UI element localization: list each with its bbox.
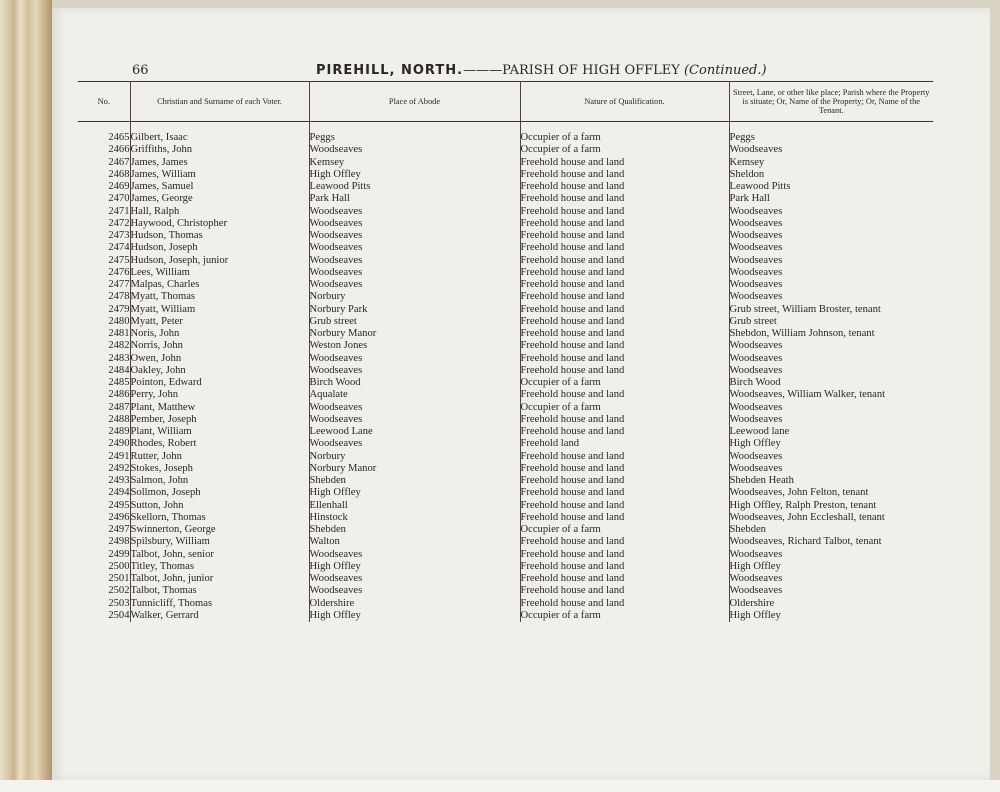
voter-name: Talbot, John, junior: [130, 573, 309, 585]
voter-name: Hall, Ralph: [130, 206, 309, 218]
place-of-abode: Woodseaves: [309, 585, 520, 597]
property-location: Woodseaves: [729, 548, 783, 560]
qualification: Freehold house and land: [520, 475, 729, 487]
property-location: Park Hall: [729, 193, 770, 205]
qualification: Freehold house and land: [520, 414, 729, 426]
voter-number: 2475: [78, 255, 130, 267]
place-of-abode: Shebden: [309, 475, 520, 487]
property-location: Woodseaves: [729, 254, 783, 266]
voter-number: 2486: [78, 389, 130, 401]
property-location: Grub street: [729, 315, 777, 327]
qualification: Freehold house and land: [520, 487, 729, 499]
voter-number: 2477: [78, 279, 130, 291]
book-spine-edge: [0, 0, 52, 792]
qualification: Freehold house and land: [520, 353, 729, 365]
property-location: Leawood Pitts: [729, 181, 791, 192]
place-of-abode: Woodseaves: [309, 573, 520, 585]
qualification: Freehold house and land: [520, 230, 729, 242]
qualification: Freehold house and land: [520, 389, 729, 401]
property-location: Grub street, William Broster, tenant: [729, 303, 881, 315]
place-of-abode: High Offley: [309, 561, 520, 573]
voter-name: Sutton, John: [130, 500, 309, 512]
voter-name: James, James: [130, 157, 309, 169]
place-of-abode: High Offley: [309, 169, 520, 181]
place-of-abode: Woodseaves: [309, 353, 520, 365]
qualification: Freehold house and land: [520, 193, 729, 205]
voter-name: Pointon, Edward: [130, 377, 309, 389]
table-row: [78, 193, 933, 205]
voter-number: 2487: [78, 402, 130, 414]
continued-label: (Continued.): [683, 63, 767, 78]
voter-name: James, George: [130, 193, 309, 205]
voter-name: Pember, Joseph: [130, 414, 309, 426]
property-location: Woodseaves: [729, 266, 783, 278]
table-row: [78, 365, 933, 377]
voter-number: 2471: [78, 206, 130, 218]
voter-name: Hudson, Joseph: [130, 242, 309, 254]
qualification: Freehold land: [520, 438, 729, 450]
qualification: Freehold house and land: [520, 561, 729, 573]
table-row: [78, 585, 933, 597]
place-of-abode: Woodseaves: [309, 206, 520, 218]
property-location: High Offley: [729, 560, 781, 572]
voter-register-table: [78, 81, 933, 622]
property-location: Woodseaves: [729, 291, 783, 303]
place-of-abode: Leewood Lane: [309, 426, 520, 438]
table-row: [78, 279, 933, 291]
voter-name: Titley, Thomas: [130, 561, 309, 573]
voter-name: Rhodes, Robert: [130, 438, 309, 450]
voter-name: Malpas, Charles: [130, 279, 309, 291]
voter-name: Salmon, John: [130, 475, 309, 487]
table-spacer: [78, 122, 933, 133]
voter-number: 2504: [78, 610, 130, 622]
voter-number: 2490: [78, 438, 130, 450]
place-of-abode: Woodseaves: [309, 255, 520, 267]
voter-name: Norris, John: [130, 340, 309, 352]
property-location: Woodseaves: [729, 217, 783, 229]
qualification: Freehold house and land: [520, 291, 729, 303]
page-title: [316, 63, 767, 78]
property-location: Peggs: [729, 132, 755, 143]
voter-name: Myatt, Peter: [130, 316, 309, 328]
voter-number: 2474: [78, 242, 130, 254]
scan-margin: [0, 780, 1000, 792]
table-body: [78, 122, 933, 623]
property-location: Woodseaves, John Eccleshall, tenant: [729, 511, 885, 523]
property-location: Oldershire: [729, 597, 775, 609]
voter-number: 2478: [78, 291, 130, 303]
voter-number: 2498: [78, 536, 130, 548]
voter-number: 2480: [78, 316, 130, 328]
property-location: Woodseaves: [729, 413, 783, 425]
table-row: [78, 328, 933, 340]
table-row: [78, 512, 933, 524]
voter-name: Haywood, Christopher: [130, 218, 309, 230]
qualification: Freehold house and land: [520, 206, 729, 218]
voter-number: 2500: [78, 561, 130, 573]
table-row: [78, 451, 933, 463]
place-of-abode: Woodseaves: [309, 144, 520, 156]
place-of-abode: Woodseaves: [309, 402, 520, 414]
title-dash: ———: [463, 63, 503, 78]
table-row: [78, 230, 933, 242]
place-of-abode: Woodseaves: [309, 549, 520, 561]
property-location: Woodseaves: [729, 401, 783, 413]
column-header-no: No.: [78, 82, 130, 122]
qualification: Freehold house and land: [520, 598, 729, 610]
table-row: [78, 573, 933, 585]
property-location: Woodseaves, William Walker, tenant: [729, 389, 886, 401]
voter-name: Noris, John: [130, 328, 309, 340]
place-of-abode: Peggs: [309, 132, 520, 144]
property-location: Birch Wood: [729, 377, 781, 388]
voter-name: Rutter, John: [130, 451, 309, 463]
qualification: Freehold house and land: [520, 463, 729, 475]
place-of-abode: Woodseaves: [309, 230, 520, 242]
property-location: Shebden: [729, 524, 766, 535]
voter-number: 2472: [78, 218, 130, 230]
property-location: Woodseaves: [729, 144, 783, 156]
qualification: Freehold house and land: [520, 536, 729, 548]
voter-number: 2485: [78, 377, 130, 389]
property-location: High Offley: [729, 609, 781, 621]
voter-number: 2466: [78, 144, 130, 156]
district-name: PIREHILL, NORTH.: [316, 63, 464, 78]
property-location: Woodseaves: [729, 462, 783, 474]
qualification: Freehold house and land: [520, 181, 729, 193]
qualification: Freehold house and land: [520, 255, 729, 267]
table-row: [78, 487, 933, 499]
page-number: 66: [132, 63, 149, 78]
voter-name: Myatt, William: [130, 304, 309, 316]
qualification: Freehold house and land: [520, 451, 729, 463]
voter-name: Oakley, John: [130, 365, 309, 377]
table-row: [78, 377, 933, 389]
voter-number: 2492: [78, 463, 130, 475]
voter-number: 2473: [78, 230, 130, 242]
qualification: Freehold house and land: [520, 512, 729, 524]
place-of-abode: Woodseaves: [309, 242, 520, 254]
property-location: Kemsey: [729, 156, 765, 168]
property-location: Shebdon, William Johnson, tenant: [729, 328, 875, 339]
place-of-abode: Norbury Manor: [309, 463, 520, 475]
voter-name: Lees, William: [130, 267, 309, 279]
voter-name: Owen, John: [130, 353, 309, 365]
property-location: Woodseaves, John Felton, tenant: [729, 487, 869, 499]
table-row: [78, 304, 933, 316]
table-row: [78, 438, 933, 450]
table-row: [78, 524, 933, 536]
table-header-row: [78, 82, 933, 122]
voter-number: 2468: [78, 169, 130, 181]
voter-number: 2465: [78, 132, 130, 144]
table-row: [78, 402, 933, 414]
voter-name: Perry, John: [130, 389, 309, 401]
voter-number: 2483: [78, 353, 130, 365]
place-of-abode: Norbury Park: [309, 304, 520, 316]
qualification: Freehold house and land: [520, 500, 729, 512]
property-location: Woodseaves: [729, 242, 783, 254]
voter-name: Griffiths, John: [130, 144, 309, 156]
table-row: [78, 132, 933, 144]
voter-number: 2489: [78, 426, 130, 438]
property-location: Sheldon: [729, 168, 765, 180]
voter-name: Talbot, John, senior: [130, 549, 309, 561]
qualification: Occupier of a farm: [520, 132, 729, 144]
column-header-qualification: Nature of Qualification.: [520, 82, 729, 122]
table-row: [78, 389, 933, 401]
voter-number: 2491: [78, 451, 130, 463]
qualification: Freehold house and land: [520, 549, 729, 561]
place-of-abode: Oldershire: [309, 598, 520, 610]
voter-name: Stokes, Joseph: [130, 463, 309, 475]
property-location: Woodseaves: [729, 340, 783, 352]
voter-name: Walker, Gerrard: [130, 610, 309, 622]
qualification: Occupier of a farm: [520, 524, 729, 536]
voter-name: Plant, William: [130, 426, 309, 438]
voter-number: 2495: [78, 500, 130, 512]
voter-number: 2482: [78, 340, 130, 352]
place-of-abode: Leawood Pitts: [309, 181, 520, 193]
table-row: [78, 340, 933, 352]
parish-name: PARISH OF HIGH OFFLEY: [502, 63, 680, 78]
property-location: Leewood lane: [729, 426, 790, 437]
voter-name: Swinnerton, George: [130, 524, 309, 536]
place-of-abode: Park Hall: [309, 193, 520, 205]
table-row: [78, 169, 933, 181]
place-of-abode: Aqualate: [309, 389, 520, 401]
property-location: Woodseaves: [729, 573, 783, 584]
property-location: Woodseaves, Richard Talbot, tenant: [729, 536, 882, 548]
column-header-name: Christian and Surname of each Voter.: [130, 82, 309, 122]
place-of-abode: Hinstock: [309, 512, 520, 524]
qualification: Occupier of a farm: [520, 144, 729, 156]
table-row: [78, 157, 933, 169]
voter-number: 2469: [78, 181, 130, 193]
place-of-abode: Woodseaves: [309, 414, 520, 426]
table-row: [78, 353, 933, 365]
place-of-abode: Norbury: [309, 451, 520, 463]
voter-number: 2479: [78, 304, 130, 316]
voter-number: 2501: [78, 573, 130, 585]
qualification: Freehold house and land: [520, 267, 729, 279]
voter-name: James, Samuel: [130, 181, 309, 193]
property-location: Woodseaves: [729, 205, 783, 217]
voter-name: Tunnicliff, Thomas: [130, 598, 309, 610]
qualification: Occupier of a farm: [520, 610, 729, 622]
voter-name: James, William: [130, 169, 309, 181]
voter-name: Plant, Matthew: [130, 402, 309, 414]
table-row: [78, 414, 933, 426]
table-row: [78, 475, 933, 487]
column-header-abode: Place of Abode: [309, 82, 520, 122]
place-of-abode: Woodseaves: [309, 279, 520, 291]
qualification: Freehold house and land: [520, 426, 729, 438]
table-row: [78, 500, 933, 512]
voter-name: Hudson, Thomas: [130, 230, 309, 242]
place-of-abode: Walton: [309, 536, 520, 548]
table-row: [78, 426, 933, 438]
property-location: Woodseaves: [729, 352, 783, 364]
place-of-abode: Woodseaves: [309, 218, 520, 230]
voter-number: 2503: [78, 598, 130, 610]
voter-number: 2496: [78, 512, 130, 524]
qualification: Freehold house and land: [520, 242, 729, 254]
voter-number: 2499: [78, 549, 130, 561]
column-header-property: Street, Lane, or other like place; Parish where the Property is situate; Or, Name of the Property; Or, Name of the Tenant.: [729, 82, 933, 122]
place-of-abode: Woodseaves: [309, 438, 520, 450]
place-of-abode: High Offley: [309, 610, 520, 622]
place-of-abode: Weston Jones: [309, 340, 520, 352]
place-of-abode: Shebden: [309, 524, 520, 536]
table-row: [78, 316, 933, 328]
voter-name: Spilsbury, William: [130, 536, 309, 548]
place-of-abode: High Offley: [309, 487, 520, 499]
qualification: Occupier of a farm: [520, 377, 729, 389]
table-row: [78, 144, 933, 156]
voter-name: Gilbert, Isaac: [130, 132, 309, 144]
voter-number: 2497: [78, 524, 130, 536]
voter-number: 2467: [78, 157, 130, 169]
qualification: Freehold house and land: [520, 218, 729, 230]
qualification: Freehold house and land: [520, 340, 729, 352]
voter-name: Skellorn, Thomas: [130, 512, 309, 524]
voter-name: Myatt, Thomas: [130, 291, 309, 303]
property-location: Shebden Heath: [729, 475, 794, 486]
qualification: Freehold house and land: [520, 365, 729, 377]
qualification: Occupier of a farm: [520, 402, 729, 414]
table-row: [78, 598, 933, 610]
place-of-abode: Birch Wood: [309, 377, 520, 389]
voter-name: Sollmon, Joseph: [130, 487, 309, 499]
property-location: Woodseaves: [729, 364, 783, 376]
property-location: High Offley, Ralph Preston, tenant: [729, 499, 877, 511]
voter-number: 2470: [78, 193, 130, 205]
voter-name: Hudson, Joseph, junior: [130, 255, 309, 267]
place-of-abode: Norbury: [309, 291, 520, 303]
table-row: [78, 291, 933, 303]
qualification: Freehold house and land: [520, 573, 729, 585]
place-of-abode: Ellenhall: [309, 500, 520, 512]
property-location: Woodseaves: [729, 279, 783, 290]
place-of-abode: Woodseaves: [309, 267, 520, 279]
qualification: Freehold house and land: [520, 279, 729, 291]
table-row: [78, 536, 933, 548]
place-of-abode: Grub street: [309, 316, 520, 328]
place-of-abode: Kemsey: [309, 157, 520, 169]
table-row: [78, 206, 933, 218]
voter-name: Talbot, Thomas: [130, 585, 309, 597]
table-row: [78, 181, 933, 193]
voter-number: 2488: [78, 414, 130, 426]
property-location: Woodseaves: [729, 450, 783, 462]
table-row: [78, 549, 933, 561]
table-row: [78, 255, 933, 267]
place-of-abode: Woodseaves: [309, 365, 520, 377]
qualification: Freehold house and land: [520, 157, 729, 169]
voter-number: 2484: [78, 365, 130, 377]
property-location: Woodseaves: [729, 585, 783, 597]
table-row: [78, 267, 933, 279]
qualification: Freehold house and land: [520, 328, 729, 340]
table-row: [78, 463, 933, 475]
qualification: Freehold house and land: [520, 585, 729, 597]
voter-number: 2476: [78, 267, 130, 279]
voter-number: 2502: [78, 585, 130, 597]
property-location: High Offley: [729, 438, 781, 450]
qualification: Freehold house and land: [520, 304, 729, 316]
voter-number: 2493: [78, 475, 130, 487]
voter-number: 2494: [78, 487, 130, 499]
qualification: Freehold house and land: [520, 316, 729, 328]
property-location: Woodseaves: [729, 230, 783, 241]
table-row: [78, 218, 933, 230]
qualification: Freehold house and land: [520, 169, 729, 181]
place-of-abode: Norbury Manor: [309, 328, 520, 340]
table-row: [78, 610, 933, 622]
voter-number: 2481: [78, 328, 130, 340]
table-row: [78, 242, 933, 254]
table-row: [78, 561, 933, 573]
